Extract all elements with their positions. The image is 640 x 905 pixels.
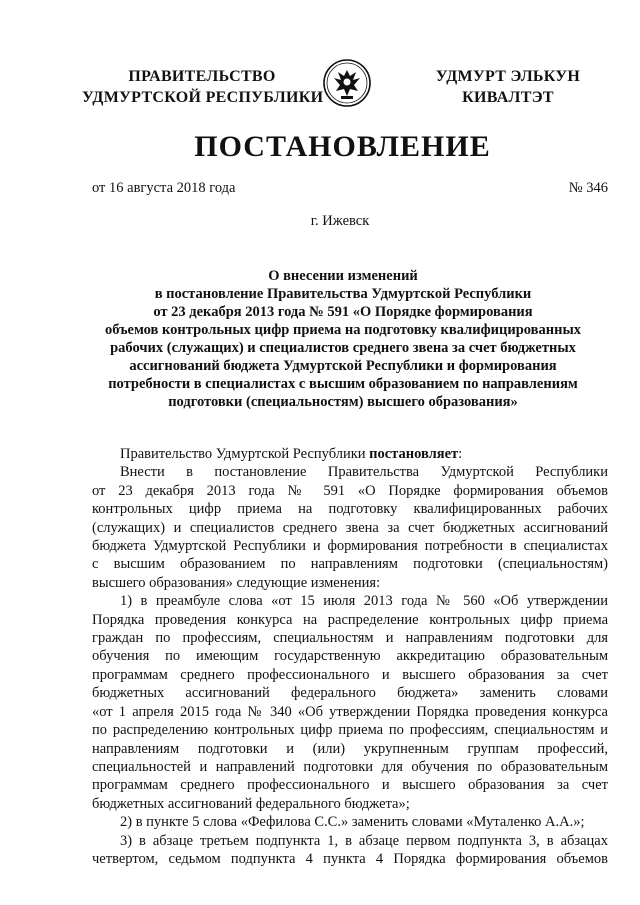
document-date: от 16 августа 2018 года [92, 180, 236, 196]
paragraph-line: «от 1 апреля 2015 года № 340 «Об утверждении Порядка проведения конкурса [92, 703, 608, 720]
paragraph-line: программам среднего профессионального и высшего образования за счет [92, 777, 608, 794]
document-body [92, 445, 608, 868]
paragraph-line: четвертом, седьмом подпункта 4 пункта 4 Порядка формирования объемов [92, 850, 608, 867]
title-line: рабочих (служащих) и специалистов среднего звена за счет бюджетных [110, 340, 576, 356]
paragraph-line: высшего образования» следующие изменения: [92, 574, 381, 591]
intro-text: Правительство Удмуртской Республики [120, 446, 370, 462]
paragraph-line: бюджетных ассигнований федерального бюджета»; [92, 795, 410, 812]
intro-colon: : [458, 446, 463, 462]
paragraph-line: по распределению контрольных цифр приема по профессиям, специальностям и [92, 722, 608, 739]
paragraph-line: граждан по профессиям, специальностям и направлениям подготовки для [92, 630, 608, 647]
title-line: от 23 декабря 2013 года № 591 «О Порядке формирования [153, 304, 533, 320]
document-city: г. Ижевск [310, 213, 370, 229]
coat-of-arms-emblem-icon [322, 58, 372, 108]
issuer-line: ПРАВИТЕЛЬСТВО [128, 68, 276, 85]
issuer-name-russian [82, 66, 322, 108]
paragraph-line: обучения по имеющим государственную аккредитацию образовательным [92, 648, 608, 665]
issuer-line: КИВАЛТЭТ [462, 89, 554, 106]
paragraph-line: 1) в преамбуле слова «от 15 июля 2013 года № 560 «Об утверждении [120, 593, 608, 610]
title-line: ассигнований бюджета Удмуртской Республики и формирования [129, 358, 557, 374]
document-title [78, 267, 608, 411]
title-line: объемов контрольных цифр приема на подготовку квалифицированных [104, 322, 582, 338]
document-number: № 346 [568, 180, 608, 196]
paragraph-line: Порядка проведения конкурса на распределение контрольных цифр приема [92, 611, 608, 628]
title-line: потребности в специалистах с высшим образованием по направлениям [108, 376, 578, 392]
paragraph-main-change [92, 463, 608, 592]
intro-verb: постановляет [369, 446, 459, 462]
title-line: подготовки (специальностям) высшего образования» [168, 394, 518, 410]
paragraph-item-2 [92, 813, 608, 831]
title-line: О внесении изменений [268, 268, 418, 284]
title-line: в постановление Правительства Удмуртской Республики [154, 286, 532, 302]
paragraph-line: (служащих) и специалистов среднего звена за счет бюджетных ассигнований [92, 519, 608, 536]
paragraph-line: от 23 декабря 2013 года № 591 «О Порядке формирования объемов [92, 482, 608, 499]
paragraph-line: Внести в постановление Правительства Удмуртской Республики [120, 464, 608, 481]
paragraph-line: контрольных цифр приема на подготовку квалифицированных рабочих [92, 501, 608, 518]
paragraph-line: бюджетных ассигнований федерального бюджета» заменить словами [92, 685, 608, 702]
paragraph-line: программам среднего профессионального и высшего образования за счет [92, 666, 608, 683]
paragraph-line: 3) в абзаце третьем подпункта 1, в абзаце первом подпункта 3, в абзацах [120, 832, 608, 849]
paragraph-line: бюджета Удмуртской Республики и формирования потребности в специалистах [92, 538, 608, 555]
paragraph-line: направлениям подготовки и (или) укрупненным группам профессий, [92, 740, 608, 757]
paragraph-line: с высшим образованием по направлениям подготовки (специальностям) [92, 556, 608, 573]
paragraph-line: специальностей и направлений подготовки для обучения по образовательным [92, 758, 608, 775]
paragraph-item-1 [92, 592, 608, 813]
issuer-name-udmurt [418, 66, 598, 108]
document-type: ПОСТАНОВЛЕНИЕ [194, 130, 491, 163]
issuer-line: УДМУРТСКОЙ РЕСПУБЛИКИ [82, 89, 324, 106]
intro-paragraph [92, 445, 608, 463]
issuer-line: УДМУРТ ЭЛЬКУН [435, 68, 581, 85]
paragraph-line: 2) в пункте 5 слова «Фефилова С.С.» заменить словами «Муталенко А.А.»; [120, 814, 585, 831]
paragraph-item-3 [92, 832, 608, 869]
